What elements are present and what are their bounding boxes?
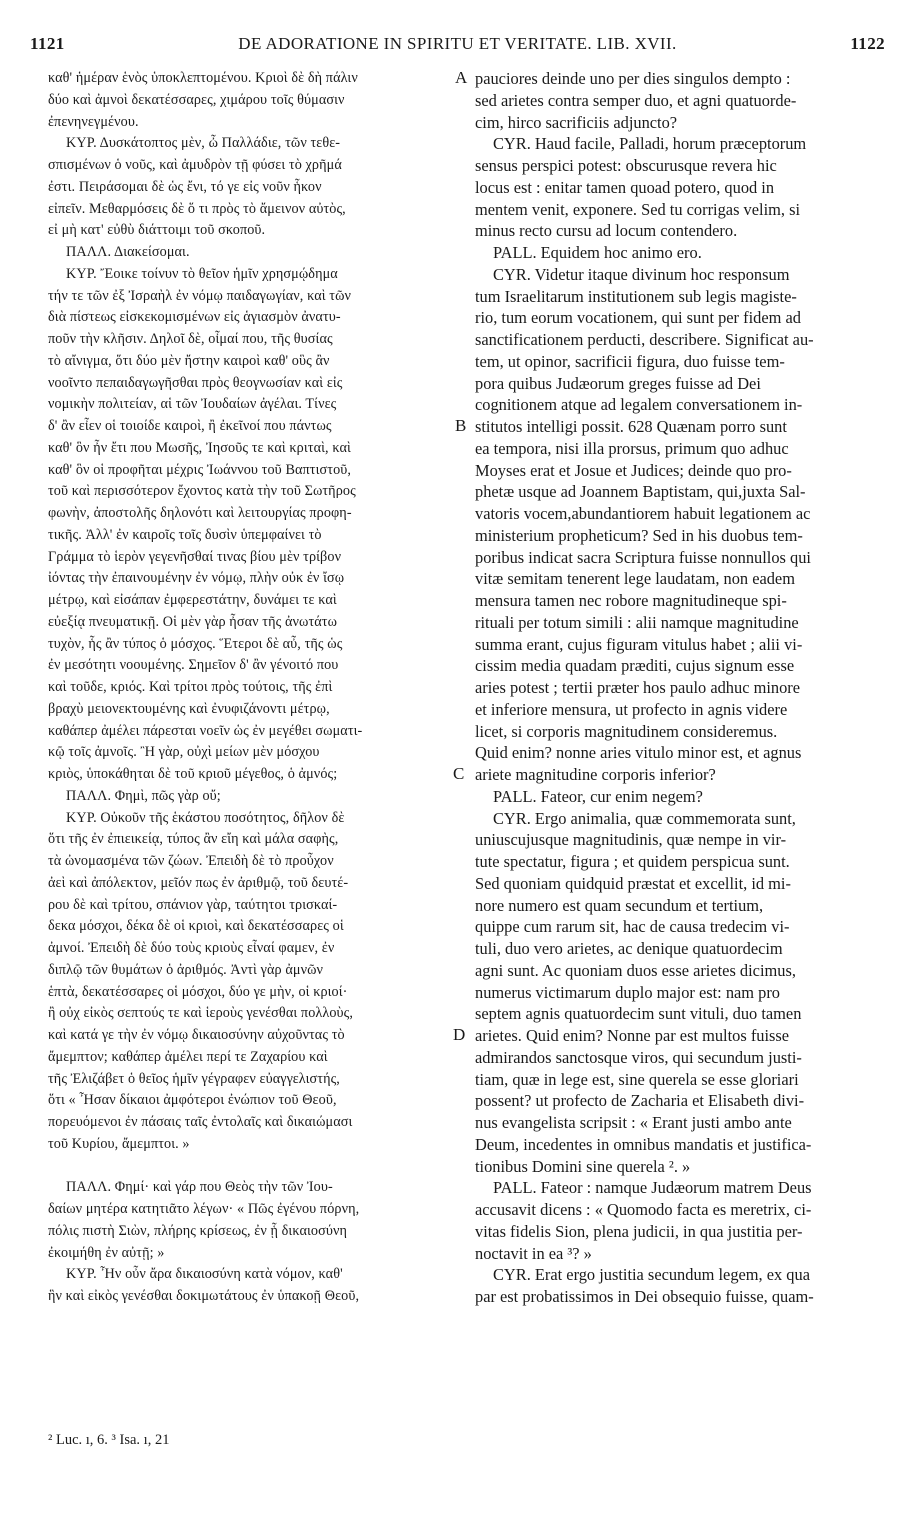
greek-text-line: καθάπερ ἀμέλει πάρεσται νοεῖν ὡς ἐν μεγέθει σωματι- [48,722,363,739]
greek-text-line: κῷ τοῖς ἀμνοῖς. Ἢ γὰρ, οὐχὶ μείων μὲν μόσχου [48,744,320,761]
latin-text-line: CYR. Ergo animalia, quæ commemorata sunt, [493,808,796,828]
greek-text-line: τῆς Ἐλιζάβετ ὁ θεῖος ἡμῖν γέγραφεν εὐαγγελιστής, [48,1070,340,1087]
page-number-left: 1121 [30,34,65,53]
greek-text-line: ἰόντας τὴν ἐπαινουμένην ἐν νόμῳ, πλὴν οὐκ ἐν ἴσῳ [48,570,345,587]
latin-text-line: Sed quoniam quidquid præstat et excellit, id mi- [475,873,791,893]
greek-column [48,68,448,1308]
latin-text-line: pora quibus Judæorum greges fuisse ad Dei [475,373,761,393]
running-header [30,34,885,64]
greek-text-line: δαίων μητέρα κατητιᾶτο λέγων· « Πῶς ἐγένου πόρνη, [48,1201,360,1217]
latin-text-line: tuli, duo vero arietes, ac denique quatuordecim [475,939,783,958]
latin-text-line: uniuscujusque magnitudinis, quæ nempe in vir- [475,830,787,850]
latin-text-line: summa erant, cujus figuram vitulus habet ; alii vi- [475,634,803,654]
latin-text-line: CYR. Haud facile, Palladi, horum præceptorum [493,134,807,154]
latin-text-line: numerus victimarum duplo major est: nam pro [475,982,780,1002]
greek-text-line: καθ' ὃν οἱ προφῆται μέχρις Ἰωάννου τοῦ Βαπτιστοῦ, [48,461,352,478]
greek-text-line: ρου δὲ καὶ τρίτου, σπάνιον γὰρ, ταύτητοι τρισκαί- [48,896,338,913]
greek-text-line: ποῦν τὴν κλῆσιν. Δηλοῖ δὲ, οἶμαί που, τῆς θυσίας [48,331,333,347]
margin-letter-d: D [453,1025,466,1044]
running-title: DE ADORATIONE IN SPIRITU ET VERITATE. LIB. XVII. [238,34,677,53]
latin-text-line: tum Israelitarum institutionem sub legis magiste- [475,286,797,306]
greek-text-line: τοῦ Κυρίου, ἄμεμπτοι. » [48,1135,190,1152]
greek-text-line: ἣν καὶ εἰκὸς γενέσθαι δοκιμωτάτους ἐν ὑπακοῇ Θεοῦ, [48,1288,360,1304]
latin-text-line: cim, hirco sacrificiis adjuncto? [475,112,678,132]
greek-text-line: διπλῷ τῶν θυμάτων ὁ ἀριθμός. Ἀντὶ γὰρ ἀμνῶν [48,961,324,978]
latin-text-line: mentem venit, exponere. Sed tu corrigas velim, si [475,199,800,219]
greek-text-line: δεκα μόσχοι, δέκα δὲ οἱ κριοὶ, καὶ δεκατέσσαρες οἱ [48,918,344,935]
greek-text-line: τικῆς. Ἀλλ' ἐν καιροῖς τοῖς δυσὶν ὑπεμφαίνει τὸ [48,526,322,543]
greek-text-line: καὶ κατά γε τὴν ἐν νόμῳ δικαιοσύνην αὐχοῦντας τὸ [48,1027,345,1043]
margin-letter-c: C [453,764,465,783]
greek-text-line: ἄμεμπτον; καθάπερ ἀμέλει περί τε Ζαχαρίου καὶ [48,1048,328,1065]
latin-text-line: rio, tum eorum vocationem, qui sunt per fidem ad [475,308,801,328]
latin-text-line: vitas fidelis Sion, plena judicii, in qua justitia per- [475,1221,803,1241]
greek-text-line: μέτρῳ, καὶ εἰσάπαν ἐμφερεστάτην, δυνάμει τε καὶ [48,592,337,608]
greek-text-line: ἐκοιμήθη ἐν αὐτῇ; » [48,1244,165,1261]
latin-text-line: vatoris vocem,abundantiorem habuit legationem ac [475,504,811,523]
latin-text-line: Quid enim? nonne aries vitulo minor est, et agnus [475,743,802,763]
latin-text-line: CYR. Erat ergo justitia secundum legem, ex qua [493,1265,810,1285]
greek-text-line: ἑπτὰ, δεκατέσσαρες οἱ μόσχοι, δύο γε μὴν, οἱ κριοί· [48,983,348,1000]
latin-text-line: septem agnis quatuordecim sunt vituli, duo tamen [475,1004,802,1024]
latin-text-line: poribus indicat sacra Scriptura fuisse nonnullos qui [475,547,811,567]
latin-text-line: admirandos sanctosque viros, qui secundum justi- [475,1047,802,1067]
latin-column [475,68,883,1308]
greek-text-line: ὅτι τῆς ἐν ἐπιεικείᾳ, τύπος ἂν εἴη καὶ μάλα σαφὴς, [48,831,339,848]
greek-text-line: καθ' ὃν ἦν ἔτι που Μωσῆς, Ἰησοῦς τε καὶ κριταὶ, καὶ [48,439,351,456]
latin-text-line: vitæ semitam tenerent lege laudatam, non eadem [475,569,795,589]
latin-text-line: aries potest ; tertii præter hos paulo adhuc minore [475,678,800,697]
latin-text-line: cognitionem atque ad legalem conversationem in- [475,395,803,415]
greek-text-line: ἐν μεσότητι νοουμένης. Σημεῖον δ' ἂν γένοιτό που [48,657,339,674]
latin-text-line: tute spectatur, figura ; et quidem perspicua sunt. [475,852,790,871]
latin-text-line: locus est : enitar tamen quoad potero, quod in [475,177,775,197]
greek-text-line: εἰ μὴ κατ' εὐθὺ διάττοιμι τοῦ σκοποῦ. [48,222,266,239]
latin-text-line: Moyses erat et Josue et Judices; deinde quo pro- [475,460,792,480]
margin-letter-b: B [455,416,467,435]
latin-text-line: tionibus Domini sine querela ². » [475,1156,691,1176]
latin-text-line: phetæ usque ad Joannem Baptistam, qui,juxta Sal- [475,482,806,502]
latin-text-line: CYR. Videtur itaque divinum hoc responsum [493,264,790,284]
latin-text-line: agni sunt. Ac quoniam duos esse arietes dicimus, [475,960,796,980]
greek-text-line: κριὸς, ὑποκάθηται δὲ τοῦ κριοῦ μέγεθος, ὁ ἀμνός; [48,766,338,782]
greek-text-line: καθ' ἡμέραν ἑνὸς ὑποκλεπτομένου. Κριοὶ δὲ δὴ πάλιν [48,70,358,86]
greek-text-line: πορευόμενοι ἐν πάσαις ταῖς ἐντολαῖς καὶ δικαιώμασι [48,1114,353,1130]
greek-text-line: πόλις πιστὴ Σιὼν, πλήρης κρίσεως, ἐν ᾗ δικαιοσύνη [48,1222,348,1239]
page-number-right: 1122 [850,34,885,53]
latin-text-line: ariete magnitudine corporis inferior? [475,765,716,784]
margin-letter-a: A [455,68,468,87]
greek-text-line: ΚΥΡ. Ἔοικε τοίνυν τὸ θεῖον ἡμῖν χρησμῴδημα [66,265,338,282]
greek-text-line: εἰπεῖν. Μεθαρμόσεις δὲ ὅ τι πρὸς τὸ ἄμεινον αὐτὸς, [48,200,346,217]
latin-text-line: pauciores deinde uno per dies singulos dempto : [475,69,791,88]
greek-text-line: δ' ἂν εἶεν οἱ τοιοίδε καιροὶ, ἢ ἐκεῖνοί που πάντως [48,418,332,434]
greek-text-line: ΠΑΛΛ. Φημὶ, πῶς γὰρ οὔ; [66,787,221,804]
greek-text-line: ἐπενηνεγμένου. [48,113,139,130]
latin-text-line: Deum, incedentes in omnibus mandatis et justifica- [475,1134,812,1154]
latin-text-line: PALL. Fateor : namque Judæorum matrem Deus [493,1178,812,1198]
greek-text-line: τοῦ καὶ περισσότερον ἔχοντος κατὰ τὴν τοῦ Σωτῆρος [48,483,356,500]
latin-text-line: licet, si corporis magnitudinem consideremus. [475,721,778,741]
greek-text-line: βραχὺ μειονεκτουμένης καὶ ἐνυφιζάνοντι μέτρῳ, [48,700,330,717]
greek-text-line: τυχὸν, ἧς ἂν τύπος ὁ μόσχος. Ἕτεροι δὲ αὖ, τῆς ὡς [48,635,343,652]
latin-text-line: PALL. Fateor, cur enim negem? [493,786,703,806]
latin-text-line: quippe cum rarum sit, hac de causa tredecim vi- [475,917,790,937]
greek-text-line: φωνὴν, ἀποστολῆς δηλονότι καὶ λειτουργίας προφη- [48,505,352,521]
latin-text-line: tem, ut opinor, sacrificii figura, duo fuisse tem- [475,351,785,371]
greek-text-line: ἐστι. Πειράσομαι δὲ ὡς ἔνι, τό γε εἰς νοῦν ἧκον [48,178,322,195]
greek-text-line [48,1156,448,1178]
latin-text-line: stitutos intelligi possit. 628 Quænam porro sunt [475,417,787,436]
greek-text-line: Γράμμα τὸ ἱερὸν γεγενῆσθαί τινας βίου μὲν τρίβον [48,548,342,565]
greek-text-line: ἀεὶ καὶ ἀπόλεκτον, μεῖόν πως ἐν ἀριθμῷ, τοῦ δευτέ- [48,874,349,891]
greek-text-line: ΠΑΛΛ. Φημί· καὶ γάρ που Θεὸς τὴν τῶν Ἰου- [66,1179,333,1196]
latin-text-line: et inferiore mensura, ut profecto in agnis videre [475,699,788,719]
greek-text-line: ἢ οὐχ εἰκὸς σεπτούς τε καὶ ἱεροὺς γενέσθαι πολλοὺς, [48,1005,354,1022]
latin-text-line: accusavit dicens : « Quomodo facta es meretrix, ci- [475,1200,812,1219]
latin-text-line: nore numero est quam secundum et tertium, [475,895,764,915]
latin-text-line: ministerium propheticum? Sed in his duobus tem- [475,525,803,545]
latin-text-line: mensura tamen nec robore magnitudineque spi- [475,591,787,610]
latin-text-line: nus evangelista scripsit : « Erant justi ambo ante [475,1113,792,1132]
greek-text-line: ΠΑΛΛ. Διακείσομαι. [66,244,190,260]
greek-text-line: ΚΥΡ. Οὐκοῦν τῆς ἑκάστου ποσότητος, δῆλον δὲ [66,809,345,826]
latin-text-line: noctavit in ea ³? » [475,1243,592,1263]
latin-text-line: sensus perspici potest: obscurusque revera hic [475,156,777,175]
greek-text-line: ΚΥΡ. Ἦν οὖν ἄρα δικαιοσύνη κατὰ νόμον, καθ' [66,1266,343,1283]
greek-text-line: τὰ ὠνομασμένα τῶν ζώων. Ἐπειδὴ δὲ τὸ προὖχον [48,853,334,869]
greek-text-line: καὶ τοῦδε, κριός. Καὶ τρίτοι πρὸς τούτοις, τῆς ἐπὶ [48,679,333,695]
latin-text-line: ea tempora, nisi illa prorsus, primum quo adhuc [475,438,789,458]
greek-text-line: εὐεξίᾳ πνευματικῇ. Οἱ μὲν γὰρ ἦσαν τῆς ἀνωτάτω [48,613,338,630]
greek-text-line: νομικὴν πολιτείαν, αἱ τῶν Ἰουδαίων ἀγέλαι. Τίνες [48,396,337,413]
latin-text-line: possent? ut profecto de Zacharia et Elisabeth divi- [475,1091,805,1111]
greek-text-line: νοοῖντο πεπαιδαγωγῆσθαι πρὸς θεογνωσίαν καὶ εἰς [48,374,343,391]
latin-text-line: tiam, quæ in lege est, sine querela se esse gloriari [475,1069,799,1089]
latin-text-line: minus recto cursu ad locum contendero. [475,221,738,241]
greek-text-line: διὰ πίστεως εἰσκεκομισμένων εἰς ἁγιασμὸν ἀνατυ- [48,309,341,326]
latin-text-line: PALL. Equidem hoc animo ero. [493,243,702,262]
greek-text-line: τὸ αἴνιγμα, ὅτι δύο μὲν ἤστην καιροὶ καθ' οὓς ἂν [48,352,330,369]
footnotes: ² Luc. ı, 6. ³ Isa. ı, 21 [48,1432,170,1448]
latin-text-line: arietes. Quid enim? Nonne par est multos fuisse [475,1026,790,1045]
latin-text-line: sed arietes contra semper duo, et agni quatuorde- [475,90,797,110]
latin-text-line: sanctificationem perducti, describere. Significat au- [475,330,814,349]
greek-text-line: δύο καὶ ἀμνοὶ δεκατέσσαρες, χιμάρου τοῖς θύμασιν [48,91,345,108]
latin-text-line: rituali per totum simili : alii namque magnitudine [475,612,799,632]
greek-text-line: τήν τε τῶν ἐξ Ἰσραὴλ ἐν νόμῳ παιδαγωγίαν, καὶ τῶν [48,287,352,304]
greek-text-line: ὅτι « Ἦσαν δίκαιοι ἀμφότεροι ἐνώπιον τοῦ Θεοῦ, [48,1092,337,1109]
latin-text-line: cissim media quadam præditi, cujus signum esse [475,656,795,676]
greek-text-line: ἀμνοί. Ἐπειδὴ δὲ δύο τοὺς κριοὺς εἶναί φαμεν, ἐν [48,940,335,956]
greek-text-line: σπισμένων ὁ νοῦς, καὶ ἀμυδρὸν τῇ φύσει τὸ χρῆμά [48,157,342,173]
latin-text-line: par est probatissimos in Dei obsequio fuisse, quam- [475,1287,814,1306]
greek-text-line: ΚΥΡ. Δυσκάτοπτος μὲν, ὦ Παλλάδιε, τῶν τεθε- [66,135,341,152]
